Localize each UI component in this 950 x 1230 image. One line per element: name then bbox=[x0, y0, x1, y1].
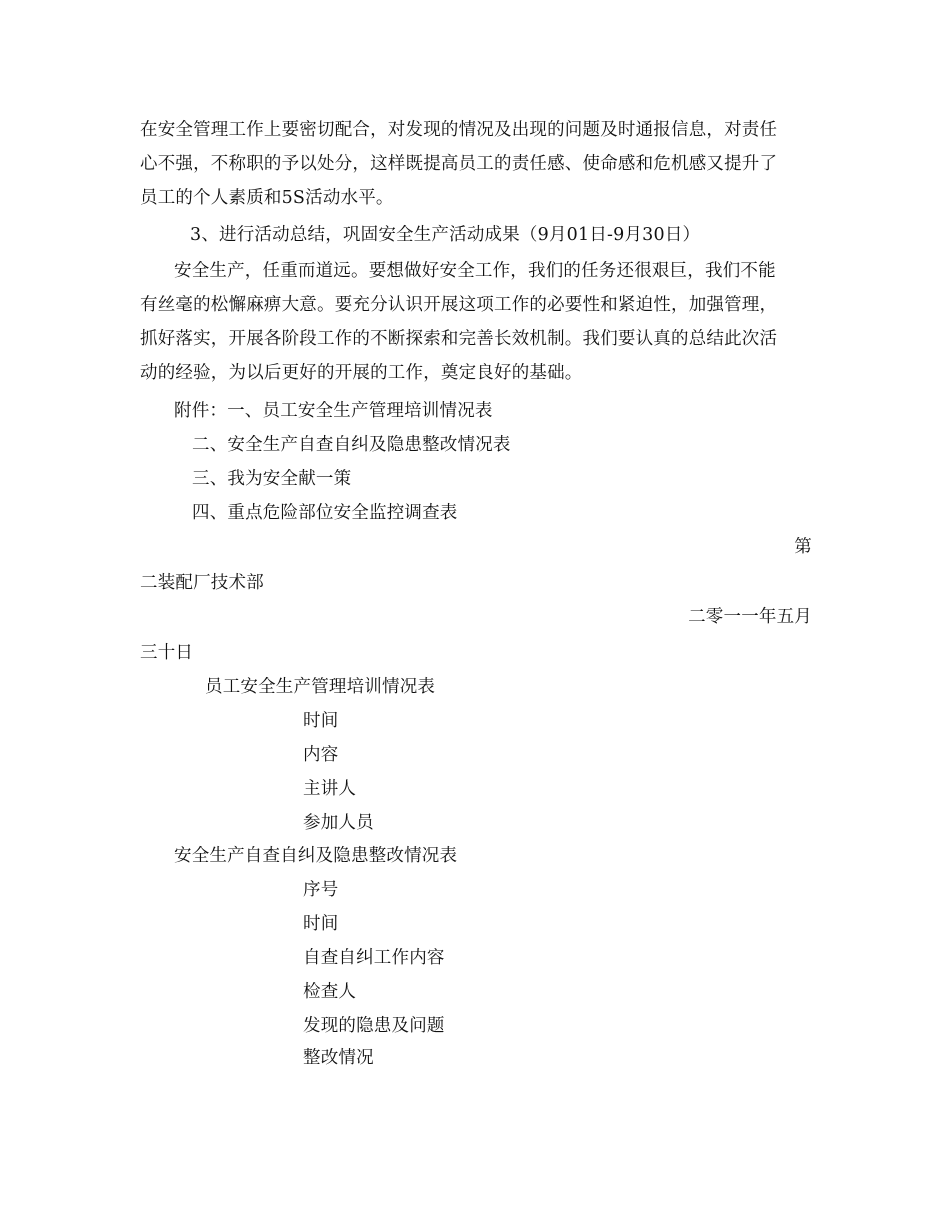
signature-date-part2: 三十日 bbox=[140, 643, 194, 663]
attachment-item-2: 二、安全生产自查自纠及隐患整改情况表 bbox=[192, 435, 511, 455]
attachment-item-3: 三、我为安全献一策 bbox=[192, 469, 352, 489]
table1-column-time: 时间 bbox=[303, 711, 339, 731]
table2-column-number: 序号 bbox=[303, 880, 339, 900]
paragraph2-line4: 动的经验，为以后更好的开展的工作，奠定良好的基础。 bbox=[140, 363, 583, 383]
paragraph2-line1: 安全生产，任重而道远。要想做好安全工作，我们的任务还很艰巨，我们不能 bbox=[174, 261, 776, 281]
table2-title: 安全生产自查自纠及隐患整改情况表 bbox=[174, 846, 458, 866]
table2-column-work-content: 自查自纠工作内容 bbox=[303, 948, 445, 968]
signature-org-part2: 二装配厂技术部 bbox=[140, 573, 264, 593]
attachment-item-1: 附件：一、员工安全生产管理培训情况表 bbox=[174, 401, 493, 421]
paragraph1-line3: 员工的个人素质和5S活动水平。 bbox=[140, 188, 394, 208]
table1-title: 员工安全生产管理培训情况表 bbox=[205, 677, 436, 697]
table1-column-participants: 参加人员 bbox=[303, 813, 374, 833]
table2-column-inspector: 检查人 bbox=[303, 982, 357, 1002]
paragraph1-line1: 在安全管理工作上要密切配合，对发现的情况及出现的问题及时通报信息，对责任 bbox=[140, 120, 778, 140]
table1-column-content: 内容 bbox=[303, 745, 339, 765]
table2-column-hazards: 发现的隐患及问题 bbox=[303, 1016, 445, 1036]
section3-heading: 3、进行活动总结，巩固安全生产活动成果（9月01日-9月30日） bbox=[190, 225, 701, 245]
table1-column-speaker: 主讲人 bbox=[303, 779, 357, 799]
table2-column-time: 时间 bbox=[303, 914, 339, 934]
attachment-item-4: 四、重点危险部位安全监控调查表 bbox=[192, 503, 458, 523]
paragraph2-line3: 抓好落实，开展各阶段工作的不断探索和完善长效机制。我们要认真的总结此次活 bbox=[140, 329, 778, 349]
paragraph1-line2: 心不强，不称职的予以处分，这样既提高员工的责任感、使命感和危机感又提升了 bbox=[140, 154, 778, 174]
signature-org-part1: 第 bbox=[794, 537, 812, 557]
signature-date-part1: 二零一一年五月 bbox=[688, 607, 812, 627]
paragraph2-line2: 有丝毫的松懈麻痹大意。要充分认识开展这项工作的必要性和紧迫性，加强管理， bbox=[140, 295, 778, 315]
table2-column-rectification: 整改情况 bbox=[303, 1048, 374, 1068]
